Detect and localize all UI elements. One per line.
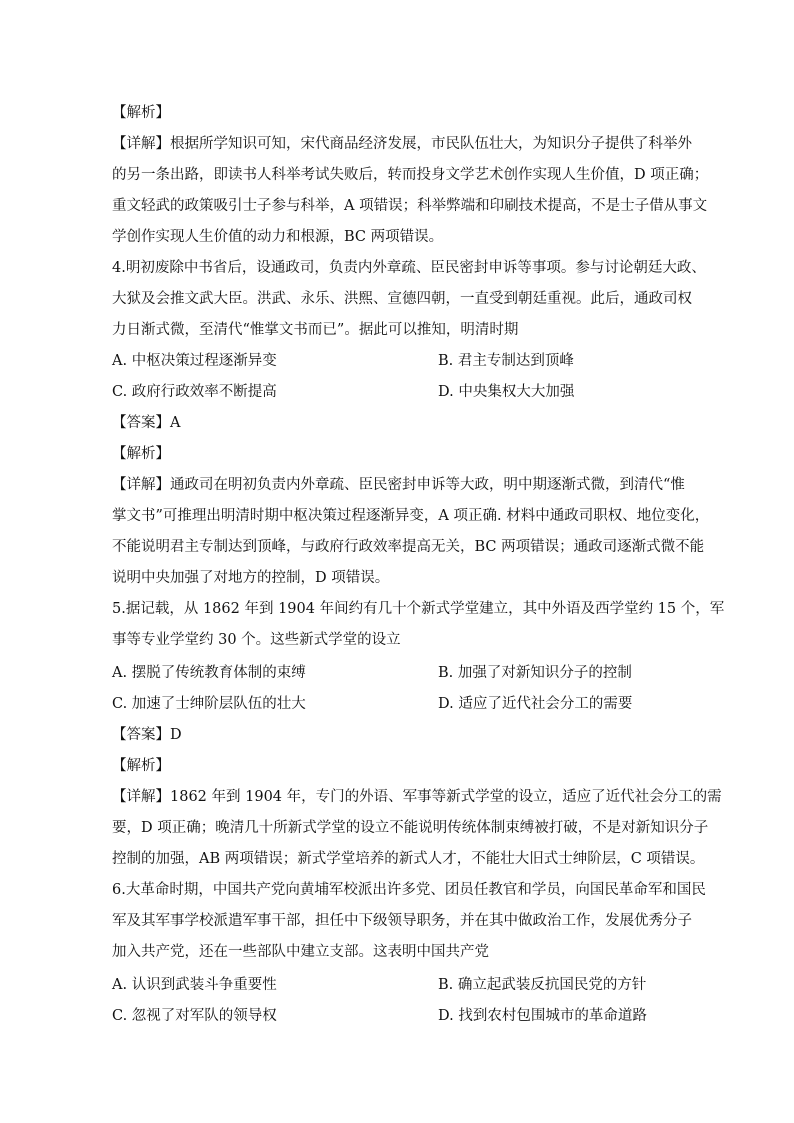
option-b: B. 确立起武装反抗国民党的方针 <box>438 977 647 993</box>
detail-line: 说明中央加强了对地方的控制，D 项错误。 <box>112 570 390 586</box>
detail-line: 掌文书”可推理出明清时期中枢决策过程逐渐异变，A 项正确. 材料中通政司职权、地位变化， <box>112 508 710 524</box>
option-c: C. 政府行政效率不断提高 <box>112 384 277 400</box>
analysis-label: 【解析】 <box>112 105 170 121</box>
option-b: B. 君主专制达到顶峰 <box>438 353 574 369</box>
analysis-label: 【解析】 <box>112 758 170 774</box>
answer-label: 【答案】A <box>112 415 181 431</box>
option-c: C. 忽视了对军队的领导权 <box>112 1008 277 1024</box>
analysis-label: 【解析】 <box>112 446 170 462</box>
question-6-stem: 6.大革命时期，中国共产党向黄埔军校派出许多党、团员任教官和学员，向国民革命军和国民 <box>112 882 706 898</box>
detail-line: 重文轻武的政策吸引士子参与科举，A 项错误；科举弊端和印刷技术提高，不是士子借从事文 <box>112 198 708 214</box>
question-5-stem: 5.据记载，从 1862 年到 1904 年间约有几十个新式学堂建立，其中外语及西学堂约 15 个，军 <box>112 601 725 617</box>
question-4-stem: 4.明初废除中书省后，设通政司，负责内外章疏、臣民密封申诉等事项。参与讨论朝廷大政、 <box>112 260 706 276</box>
option-d: D. 适应了近代社会分工的需要 <box>438 696 633 712</box>
answer-label: 【答案】D <box>112 727 182 743</box>
option-a: A. 中枢决策过程逐渐异变 <box>112 353 277 369</box>
question-4-stem: 力日渐式微，至清代“惟掌文书而已”。据此可以推知，明清时期 <box>112 322 519 338</box>
option-a: A. 认识到武装斗争重要性 <box>112 977 277 993</box>
detail-line: 不能说明君主专制达到顶峰，与政府行政效率提高无关，BC 两项错误；通政司逐渐式微不能 <box>112 539 705 555</box>
option-a: A. 摆脱了传统教育体制的束缚 <box>112 665 306 681</box>
detail-line: 要，D 项正确；晚清几十所新式学堂的设立不能说明传统体制束缚被打破，不是对新知识分子 <box>112 820 709 836</box>
question-6-stem: 军及其军事学校派遣军事干部，担任中下级领导职务，并在其中做政治工作，发展优秀分子 <box>112 913 692 929</box>
detail-line: 学创作实现人生价值的动力和根源，BC 两项错误。 <box>112 229 444 245</box>
option-d: D. 中央集权大大加强 <box>438 384 575 400</box>
detail-line: 【详解】通政司在明初负责内外章疏、臣民密封申诉等大政，明中期逐渐式微，到清代“惟 <box>112 477 685 493</box>
question-4-stem: 大狱及会推文武大臣。洪武、永乐、洪熙、宣德四朝，一直受到朝廷重视。此后，通政司权 <box>112 291 692 307</box>
option-c: C. 加速了士绅阶层队伍的壮大 <box>112 696 306 712</box>
detail-line: 【详解】1862 年到 1904 年，专门的外语、军事等新式学堂的设立，适应了近代社会分工的需 <box>112 789 722 805</box>
detail-line: 控制的加强，AB 两项错误；新式学堂培养的新式人才，不能壮大旧式士绅阶层，C 项错误。 <box>112 851 705 867</box>
option-d: D. 找到农村包围城市的革命道路 <box>438 1008 647 1024</box>
question-5-stem: 事等专业学堂约 30 个。这些新式学堂的设立 <box>112 632 401 648</box>
question-6-stem: 加入共产党，还在一些部队中建立支部。这表明中国共产党 <box>112 944 489 960</box>
detail-line: 的另一条出路，即读书人科举考试失败后，转而投身文学艺术创作实现人生价值，D 项正确； <box>112 167 709 183</box>
detail-line: 【详解】根据所学知识可知，宋代商品经济发展，市民队伍壮大，为知识分子提供了科举外 <box>112 136 692 152</box>
option-b: B. 加强了对新知识分子的控制 <box>438 665 632 681</box>
